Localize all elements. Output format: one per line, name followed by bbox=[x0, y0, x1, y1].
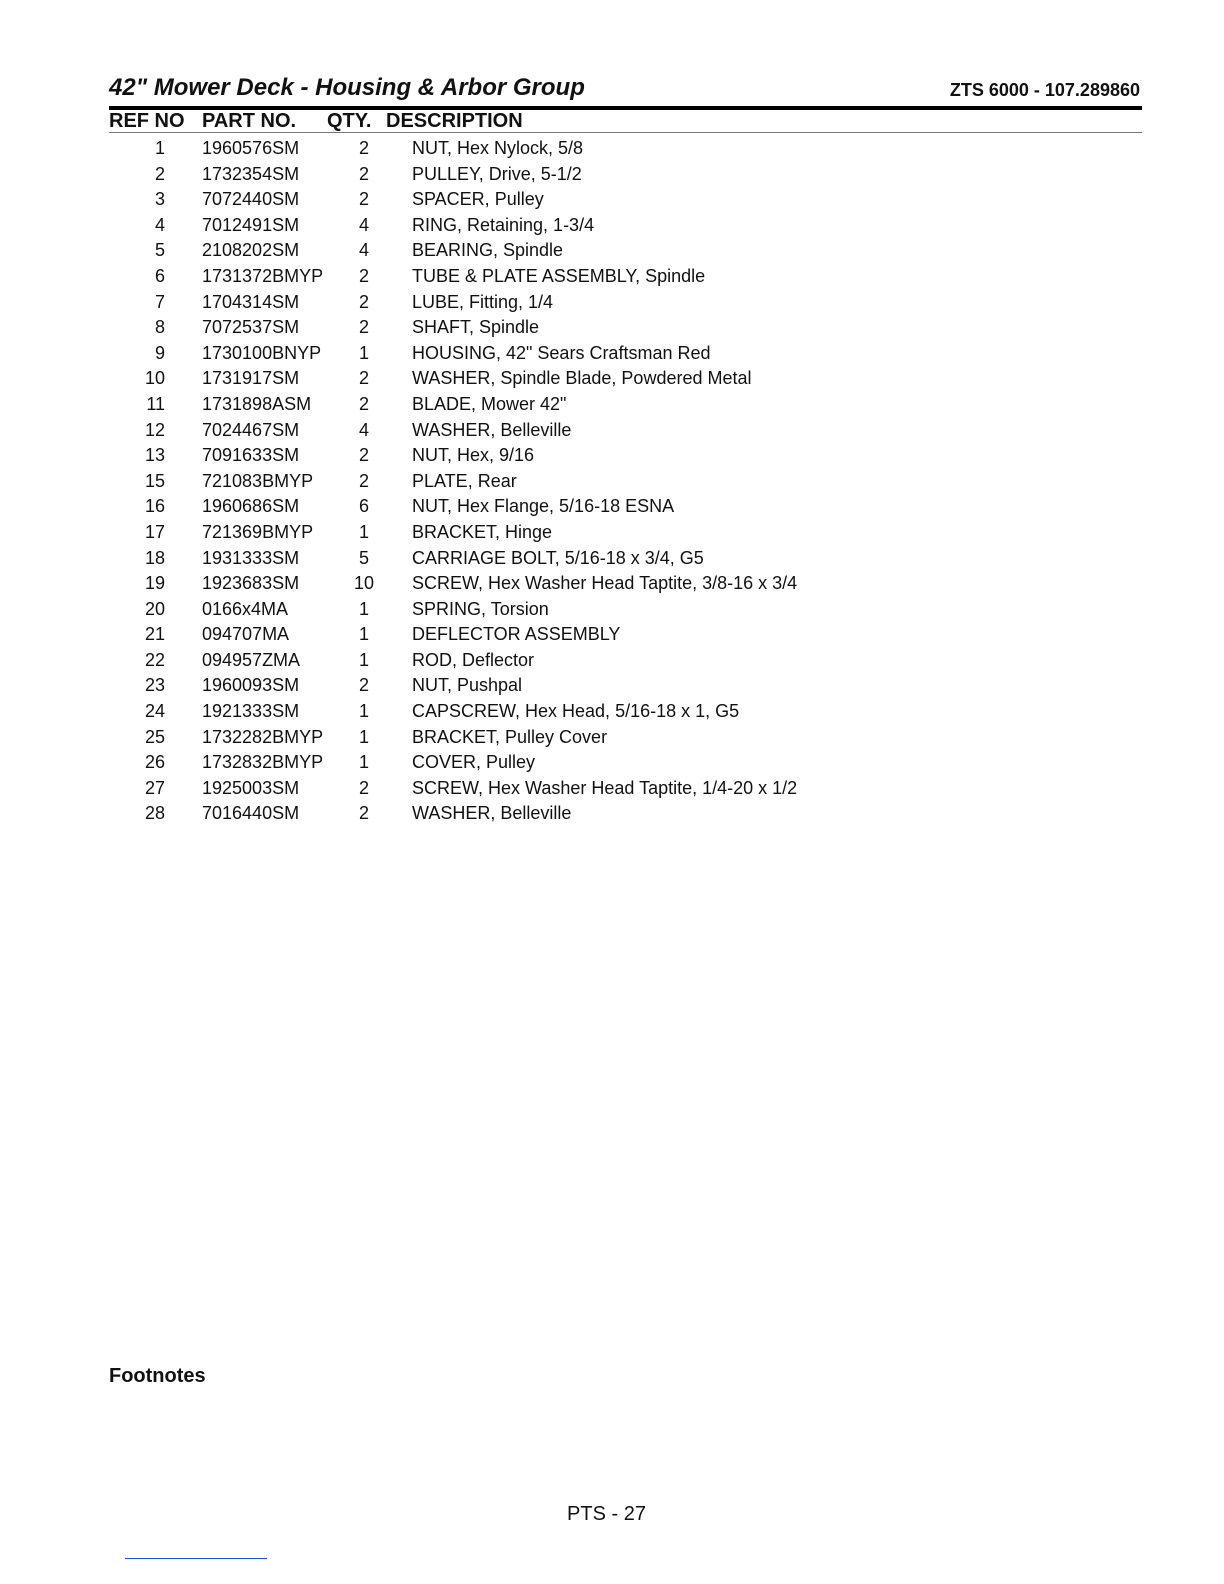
page-number: PTS - 27 bbox=[567, 1503, 646, 1525]
ref-cell: 2 bbox=[154, 163, 165, 184]
quantity-cell: 1 bbox=[358, 624, 369, 645]
part-number-cell: 1923683SM bbox=[202, 573, 300, 594]
column-header-ref: REF NO bbox=[109, 110, 185, 132]
ref-cell: 22 bbox=[144, 649, 165, 670]
description-cell: NUT, Hex, 9/16 bbox=[412, 445, 535, 466]
part-number-cell: 1925003SM bbox=[202, 777, 300, 798]
table-row bbox=[109, 187, 1142, 213]
description-cell: CAPSCREW, Hex Head, 5/16-18 x 1, G5 bbox=[412, 701, 740, 722]
table-row bbox=[109, 418, 1142, 444]
ref-cell: 1 bbox=[154, 138, 165, 158]
description-cell: TUBE & PLATE ASSEMBLY, Spindle bbox=[412, 265, 706, 286]
part-number-cell: 7072440SM bbox=[202, 189, 300, 210]
ref-cell: 20 bbox=[144, 598, 165, 619]
part-number-cell: 1731372BMYP bbox=[202, 265, 324, 286]
ref-cell: 11 bbox=[146, 393, 165, 414]
table-row bbox=[109, 366, 1142, 392]
table-row bbox=[109, 597, 1142, 623]
page-title: 42" Mower Deck - Housing & Arbor Group bbox=[109, 74, 585, 101]
table-row bbox=[109, 213, 1142, 239]
table-row bbox=[109, 264, 1142, 290]
part-number-cell: 7072537SM bbox=[202, 317, 300, 338]
description-cell: BLADE, Mower 42" bbox=[412, 393, 567, 414]
ref-cell: 17 bbox=[144, 521, 165, 542]
ref-cell: 28 bbox=[144, 803, 165, 824]
part-number-cell: 094957ZMA bbox=[202, 649, 301, 670]
part-number-cell: 1960093SM bbox=[202, 675, 300, 696]
ref-cell: 7 bbox=[154, 291, 165, 312]
ref-cell: 23 bbox=[144, 675, 165, 696]
quantity-cell: 2 bbox=[358, 265, 369, 286]
ref-cell: 4 bbox=[154, 214, 165, 235]
quantity-cell: 2 bbox=[358, 777, 369, 798]
table-row bbox=[109, 238, 1142, 264]
part-number-cell: 094707MA bbox=[202, 624, 290, 645]
description-cell: BRACKET, Pulley Cover bbox=[412, 726, 608, 747]
quantity-cell: 5 bbox=[358, 547, 369, 568]
ref-cell: 18 bbox=[144, 547, 165, 568]
ref-cell: 12 bbox=[144, 419, 165, 440]
part-number-cell: 1732832BMYP bbox=[202, 752, 324, 773]
description-cell: HOUSING, 42" Sears Craftsman Red bbox=[412, 342, 711, 363]
quantity-cell: 2 bbox=[358, 803, 369, 824]
ref-cell: 5 bbox=[154, 240, 165, 261]
quantity-cell: 4 bbox=[358, 240, 369, 261]
quantity-cell: 2 bbox=[358, 368, 369, 389]
description-cell: NUT, Hex Nylock, 5/8 bbox=[412, 138, 584, 158]
description-cell: SHAFT, Spindle bbox=[412, 317, 540, 338]
part-number-cell: 1921333SM bbox=[202, 701, 300, 722]
part-number-cell: 1730100BNYP bbox=[202, 342, 322, 363]
table-row bbox=[109, 520, 1142, 546]
description-cell: BEARING, Spindle bbox=[412, 240, 564, 261]
table-header bbox=[109, 110, 1142, 133]
table-row bbox=[109, 648, 1142, 674]
column-header-description: DESCRIPTION bbox=[386, 110, 523, 132]
ref-cell: 27 bbox=[144, 777, 165, 798]
column-header-part: PART NO. bbox=[202, 110, 297, 132]
description-cell: NUT, Pushpal bbox=[412, 675, 523, 696]
table-row bbox=[109, 469, 1142, 495]
description-cell: WASHER, Belleville bbox=[412, 803, 572, 824]
table-row bbox=[109, 315, 1142, 341]
ref-cell: 10 bbox=[144, 368, 165, 389]
part-number-cell: 1960686SM bbox=[202, 496, 300, 517]
ref-cell: 25 bbox=[144, 726, 165, 747]
description-cell: RING, Retaining, 1-3/4 bbox=[412, 214, 595, 235]
description-cell: SCREW, Hex Washer Head Taptite, 3/8-16 x 3/4 bbox=[412, 573, 798, 594]
ref-cell: 15 bbox=[144, 470, 165, 491]
description-cell: ROD, Deflector bbox=[412, 649, 535, 670]
part-number-cell: 1931333SM bbox=[202, 547, 300, 568]
quantity-cell: 1 bbox=[358, 726, 369, 747]
quantity-cell: 1 bbox=[358, 598, 369, 619]
part-number-cell: 721369BMYP bbox=[202, 521, 314, 542]
table-row bbox=[109, 162, 1142, 188]
table-row bbox=[109, 290, 1142, 316]
description-cell: BRACKET, Hinge bbox=[412, 521, 553, 542]
ref-cell: 8 bbox=[154, 317, 165, 338]
part-number-cell: 1732282BMYP bbox=[202, 726, 324, 747]
quantity-cell: 1 bbox=[358, 521, 369, 542]
part-number-cell: 1960576SM bbox=[202, 138, 300, 158]
part-number-cell: 0166x4MA bbox=[202, 598, 289, 619]
page-header bbox=[109, 74, 1142, 110]
ref-cell: 24 bbox=[144, 701, 165, 722]
table-row bbox=[109, 546, 1142, 572]
description-cell: LUBE, Fitting, 1/4 bbox=[412, 291, 554, 312]
table-row bbox=[109, 699, 1142, 725]
ref-cell: 26 bbox=[144, 752, 165, 773]
description-cell: WASHER, Belleville bbox=[412, 419, 572, 440]
quantity-cell: 2 bbox=[358, 445, 369, 466]
ref-cell: 3 bbox=[154, 189, 165, 210]
quantity-cell: 1 bbox=[358, 649, 369, 670]
table-row bbox=[109, 136, 1142, 162]
table-row bbox=[109, 443, 1142, 469]
quantity-cell: 1 bbox=[358, 752, 369, 773]
table-row bbox=[109, 776, 1142, 802]
part-number-cell: 1731898ASM bbox=[202, 393, 312, 414]
ref-cell: 13 bbox=[144, 445, 165, 466]
quantity-cell: 1 bbox=[358, 701, 369, 722]
ref-cell: 16 bbox=[144, 496, 165, 517]
part-number-cell: 721083BMYP bbox=[202, 470, 314, 491]
quantity-cell: 2 bbox=[358, 393, 369, 414]
description-cell: WASHER, Spindle Blade, Powdered Metal bbox=[412, 368, 752, 389]
parts-table bbox=[109, 136, 1142, 827]
table-row bbox=[109, 673, 1142, 699]
quantity-cell: 2 bbox=[358, 317, 369, 338]
ref-cell: 21 bbox=[144, 624, 165, 645]
description-cell: SPACER, Pulley bbox=[412, 189, 544, 210]
quantity-cell: 1 bbox=[358, 342, 369, 363]
quantity-cell: 10 bbox=[353, 573, 375, 594]
description-cell: DEFLECTOR ASSEMBLY bbox=[412, 624, 621, 645]
part-number-cell: 7024467SM bbox=[202, 419, 300, 440]
part-number-cell: 7016440SM bbox=[202, 803, 300, 824]
quantity-cell: 2 bbox=[358, 470, 369, 491]
column-header-qty: QTY. bbox=[327, 110, 372, 132]
ref-cell: 6 bbox=[154, 265, 165, 286]
quantity-cell: 2 bbox=[358, 675, 369, 696]
part-number-cell: 1704314SM bbox=[202, 291, 300, 312]
bottom-rule bbox=[125, 1558, 267, 1559]
quantity-cell: 2 bbox=[358, 189, 369, 210]
table-row bbox=[109, 494, 1142, 520]
table-row bbox=[109, 341, 1142, 367]
description-cell: COVER, Pulley bbox=[412, 752, 536, 773]
quantity-cell: 2 bbox=[358, 163, 369, 184]
part-number-cell: 1732354SM bbox=[202, 163, 300, 184]
table-row bbox=[109, 392, 1142, 418]
part-number-cell: 7012491SM bbox=[202, 214, 300, 235]
description-cell: NUT, Hex Flange, 5/16-18 ESNA bbox=[412, 496, 675, 517]
quantity-cell: 6 bbox=[358, 496, 369, 517]
table-row bbox=[109, 801, 1142, 827]
part-number-cell: 7091633SM bbox=[202, 445, 300, 466]
description-cell: CARRIAGE BOLT, 5/16-18 x 3/4, G5 bbox=[412, 547, 704, 568]
table-row bbox=[109, 622, 1142, 648]
footnotes-heading: Footnotes bbox=[109, 1365, 206, 1387]
description-cell: PULLEY, Drive, 5-1/2 bbox=[412, 163, 582, 184]
description-cell: SCREW, Hex Washer Head Taptite, 1/4-20 x 1/2 bbox=[412, 777, 798, 798]
ref-cell: 19 bbox=[144, 573, 165, 594]
model-number: ZTS 6000 - 107.289860 bbox=[949, 80, 1140, 100]
quantity-cell: 2 bbox=[358, 138, 369, 158]
table-row bbox=[109, 725, 1142, 751]
quantity-cell: 4 bbox=[358, 419, 369, 440]
description-cell: PLATE, Rear bbox=[412, 470, 517, 491]
part-number-cell: 1731917SM bbox=[202, 368, 300, 389]
part-number-cell: 2108202SM bbox=[202, 240, 300, 261]
description-cell: SPRING, Torsion bbox=[412, 598, 549, 619]
table-row bbox=[109, 750, 1142, 776]
table-row bbox=[109, 571, 1142, 597]
quantity-cell: 2 bbox=[358, 291, 369, 312]
ref-cell: 9 bbox=[154, 342, 165, 363]
quantity-cell: 4 bbox=[358, 214, 369, 235]
